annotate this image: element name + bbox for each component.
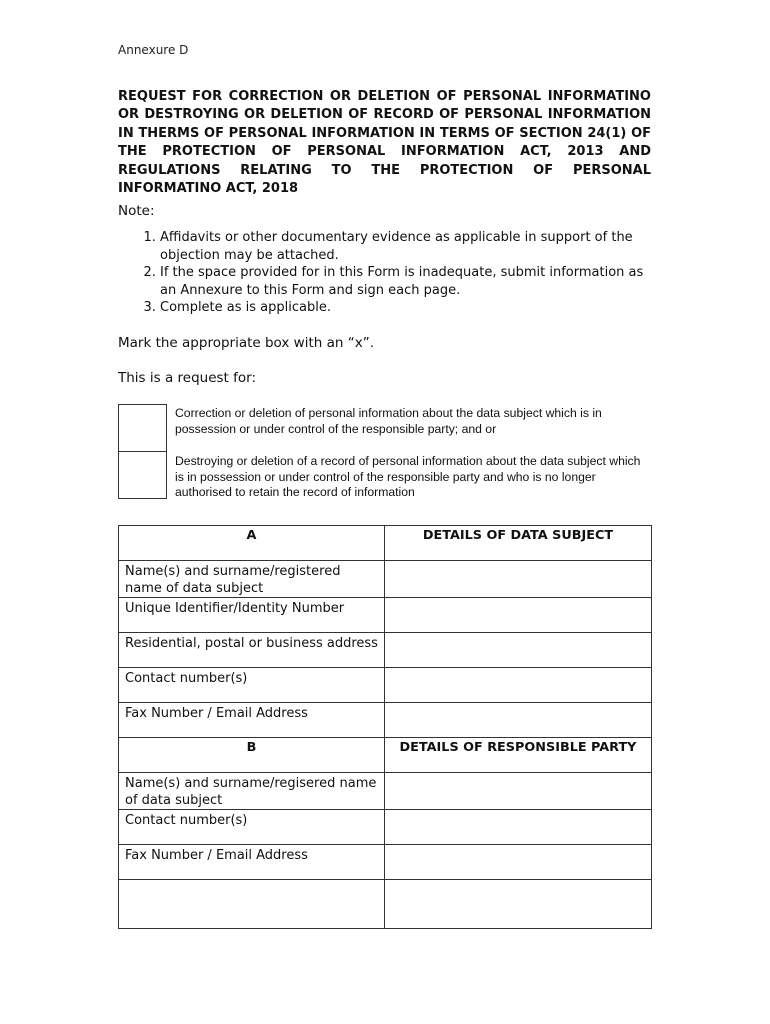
note-list <box>118 229 651 317</box>
field-input[interactable] <box>385 810 652 845</box>
field-input[interactable] <box>385 845 652 880</box>
note-item: 2. If the space provided for in this Form is inadequate, submit information as an Annexure to this Form and sign each page. <box>160 264 651 299</box>
field-label <box>119 880 385 929</box>
table-row <box>119 880 652 929</box>
field-input[interactable] <box>385 773 652 810</box>
field-input[interactable] <box>385 561 652 598</box>
field-label: Contact number(s) <box>119 668 385 703</box>
section-b-letter: B <box>119 738 385 773</box>
field-label: Name(s) and surname/regisered name of data subject <box>119 773 385 810</box>
field-label: Fax Number / Email Address <box>119 845 385 880</box>
table-row <box>119 703 652 738</box>
section-a-letter: A <box>119 526 385 561</box>
details-table <box>118 525 652 929</box>
table-row <box>119 773 652 810</box>
table-row <box>119 810 652 845</box>
instruction-text: Mark the appropriate box with an “x”. <box>118 335 374 351</box>
section-a-header-row <box>119 526 652 561</box>
option-destroying-text: Destroying or deletion of a record of personal information about the data subject which is in possession or under control of the responsible party and who is no longer authorised to retain the record of information <box>175 454 641 499</box>
field-label: Unique Identifier/Identity Number <box>119 598 385 633</box>
option-correction-text: Correction or deletion of personal information about the data subject which is in possession or under control of the responsible party; and or <box>175 406 602 436</box>
note-item: 1. Affidavits or other documentary evidence as applicable in support of the objection may be attached. <box>160 229 651 264</box>
field-input[interactable] <box>385 598 652 633</box>
field-label: Contact number(s) <box>119 810 385 845</box>
table-row <box>119 845 652 880</box>
field-input[interactable] <box>385 668 652 703</box>
field-label: Residential, postal or business address <box>119 633 385 668</box>
note-item: 3. Complete as is applicable. <box>160 299 651 317</box>
section-b-heading: DETAILS OF RESPONSIBLE PARTY <box>385 738 652 773</box>
request-for-label: This is a request for: <box>118 370 256 386</box>
field-label: Fax Number / Email Address <box>119 703 385 738</box>
field-input[interactable] <box>385 633 652 668</box>
table-row <box>119 633 652 668</box>
annexure-label: Annexure D <box>118 43 189 57</box>
option-correction-checkbox[interactable] <box>118 404 167 452</box>
section-a-heading: DETAILS OF DATA SUBJECT <box>385 526 652 561</box>
option-destroying-checkbox[interactable] <box>118 451 167 499</box>
table-row <box>119 598 652 633</box>
section-b-header-row <box>119 738 652 773</box>
table-row <box>119 561 652 598</box>
table-row <box>119 668 652 703</box>
form-title: REQUEST FOR CORRECTION OR DELETION OF PERSONAL INFORMATINO OR DESTROYING OR DELETION OF RECORD OF PERSONAL INFORMATION IN THERMS OF PERSONAL INFORMATION IN TERMS OF SECTION 24(1) OF THE PROTECTION OF PERSONAL INFORMATION ACT, 2013 AND REGULATIONS RELATING TO THE PROTECTION OF PERSONAL INFORMATINO ACT, 2018 <box>118 89 651 197</box>
note-label: Note: <box>118 203 155 219</box>
field-input[interactable] <box>385 880 652 929</box>
field-label: Name(s) and surname/registered name of data subject <box>119 561 385 598</box>
field-input[interactable] <box>385 703 652 738</box>
